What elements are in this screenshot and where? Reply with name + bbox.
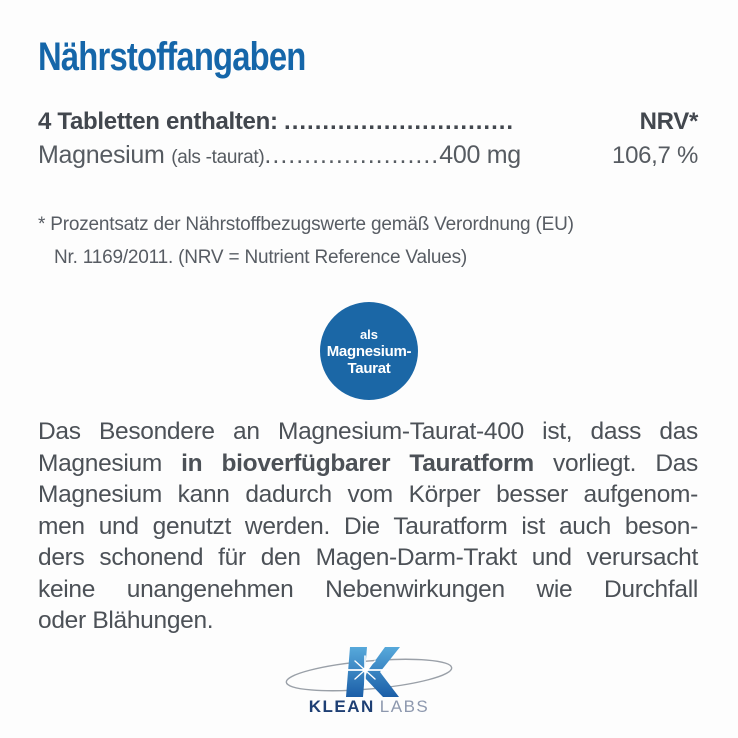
badge-line-3: Taurat [347,359,391,377]
logo-wordmark [269,697,469,717]
badge-line-1: als [359,326,379,342]
body-line-7: oder Blähungen. [38,607,214,634]
nutrient-name: Magnesium [38,141,165,169]
body-line-2 [38,448,698,480]
serving-label-cell [38,108,514,136]
nrv-column-header: NRV* [639,108,698,135]
dot-leader: .............................. [284,108,515,135]
table-header-row [38,108,698,136]
body-line-2-pre: Magnesium [38,449,182,477]
footnote [38,208,698,274]
nutrient-amount: 400 mg [439,141,521,169]
body-line-2-post: vorliegt. Das [533,449,698,477]
body-line-6: keine unangenehmen Nebenwirkungen wie Durchfall [38,575,698,603]
k-letter [346,647,400,697]
nutrient-form: (als -taurat) [171,147,265,168]
dot-leader: ...................... [264,141,440,169]
nutrition-table [38,108,698,170]
body-line-1: Das Besondere an Magnesium-Taurat-400 ist, dass das [38,418,698,445]
footnote-line-2: Nr. 1169/2011. (NRV = Nutrient Reference Values) [54,247,468,268]
klean-labs-logo [269,645,469,717]
nutrient-cell [38,141,521,170]
footnote-line-1: * Prozentsatz der Nährstoffbezugswerte gemäß Verordnung (EU) [38,214,574,235]
description-paragraph [38,416,698,637]
klean-labs-logo-mark [284,645,454,699]
body-line-2-bold: in bioverfügbarer Tauratform [181,449,534,477]
brand-name-labs: LABS [379,696,430,716]
nrv-value: 106,7 % [612,142,698,169]
page-title: Nährstoffangaben [38,35,306,79]
magnesium-taurat-badge [320,302,418,400]
brand-name-klean: KLEAN [308,696,375,716]
badge-line-2: Magnesium- [326,342,412,360]
body-line-4: men und genutzt werden. Die Tauratform ist auch beson- [38,512,698,540]
table-row [38,141,698,170]
serving-label: 4 Tabletten enthalten: [38,108,278,135]
body-line-5: ders schonend für den Magen-Darm-Trakt und verursacht [38,544,698,571]
body-line-3: Magnesium kann dadurch vom Körper besser aufgenom- [38,481,698,508]
